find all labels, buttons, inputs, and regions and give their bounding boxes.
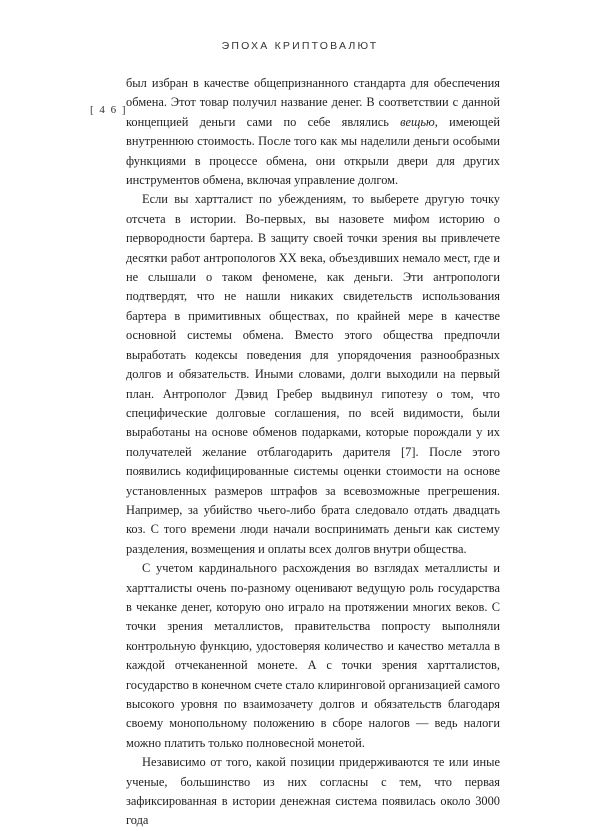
paragraph-4: Независимо от того, какой позиции придерживаются те или иные ученые, большинство из них согласны с тем, что первая зафиксированная в истории денежная система появилась около 3000 года <box>126 755 500 828</box>
paragraph-3: С учетом кардинального расхождения во взглядах металлисты и хартталисты очень по-разному оценивают ведущую роль государства в чеканке денег, которую оно играло на протяжении многих веков. С точки зрения металлистов, правительства попросту выполняли контрольную функцию, удостоверяя количество и качество металла в каждой отчеканенной монете. А с точки зрения хартталистов, государство в конечном счете стало клиринговой организацией самого высокого уровня по взаимозачету долгов и обязательств благодаря своему монопольному положению в сборе налогов — ведь налоги можно платить только полновесной монетой. <box>126 561 500 750</box>
paragraph-1 <box>126 74 500 190</box>
italic-term: вещью <box>400 114 435 129</box>
paragraph-1-end: , имеющей внутреннюю стоимость. После того как мы наделили деньги особыми функциями в процессе обмена, они открыли двери для других инструментов обмена, включая управление долгом. <box>126 114 500 188</box>
main-text <box>126 74 500 831</box>
paragraph-1-start: был избран в качестве общепризнанного стандарта для обеспечения обмена. Этот товар получил название денег. В соответствии с данной концепцией деньги сами по себе являлись <box>126 76 500 129</box>
page-number: [ 4 6 ] <box>90 104 128 116</box>
running-header: ЭПОХА КРИПТОВАЛЮТ <box>221 40 379 52</box>
paragraph-2: Если вы хартталист по убеждениям, то выберете другую точку отсчета в истории. Во-первых, вы назовете мифом историю о первородности бартера. В защиту своей точки зрения вы привлечете десятки работ антропологов XX века, объездивших немало мест, где и не слышали о таком феномене, как деньги. Эти антропологи подтвердят, что не нашли никаких свидетельств использования бартера в примитивных обществах, по крайней мере в качестве основной системы обмена. Вместо этого общества предпочли выработать кодексы поведения для упорядочения разнообразных долгов и обязательств. Иными словами, долги выходили на первый план. Антрополог Дэвид Гребер выдвинул гипотезу о том, что специфические долговые соглашения, по всей видимости, были выработаны на основе обменов подарками, которые порождали у их получателей желание отблагодарить дарителя [7]. После этого появились кодифицированные системы оценки стоимости на основе установленных размеров штрафов за всевозможные прегрешения. Например, за убийство чьего-либо брата следовало отдать двадцать коз. С того времени люди начали воспринимать деньги как систему разделения, возмещения и оплаты всех долгов внутри общества. <box>126 192 500 556</box>
